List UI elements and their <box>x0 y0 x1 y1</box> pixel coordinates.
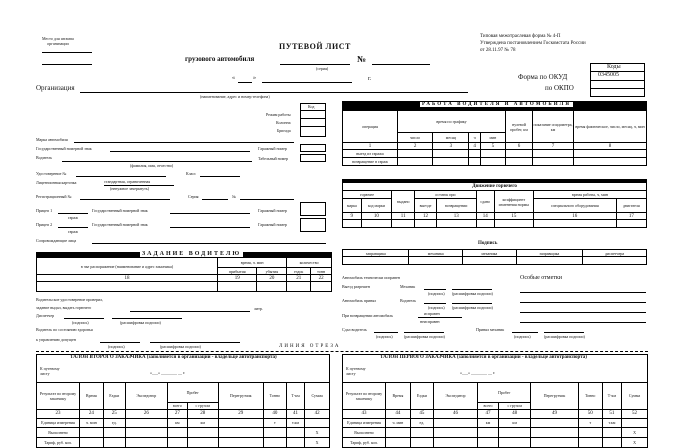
series-caption: (серия) <box>316 66 329 71</box>
okpo-label: по ОКПО <box>545 84 574 92</box>
mode-row-regime: Режим работы <box>266 112 291 117</box>
fuel-table: Движение горючего горючее выдано остаток при сдано коэффициент изменения нормы время работы, ч, мин марка код марки выезде возвращении специального оборудования двигателя 9 10 11 12 13 14 15 16 17 <box>342 182 647 228</box>
on-return: При возвращении автомобиль <box>342 313 394 318</box>
stamp-place: Место для штампа организации <box>42 36 74 46</box>
mode-code-label: Код <box>308 104 315 109</box>
coupon-second-title: ТАЛОН ВТОРОГО ЗАКАЗЧИКА (заполняется в организации - владельце автотранспорта) <box>70 355 277 360</box>
assignment-title: ЗАДАНИЕ ВОДИТЕЛЮ <box>142 251 242 257</box>
health-note-1: Водитель по состоянию здоровья <box>36 327 93 332</box>
exit-allowed: Выезд разрешен <box>342 284 370 289</box>
signatures-title: Подпись <box>478 241 498 246</box>
health-note-2: к управлению допущен <box>36 337 76 342</box>
dispatcher-note-1: Водительское удостоверение проверил, <box>36 297 104 302</box>
driver-work-title: РАБОТА ВОДИТЕЛЯ И АВТОМОБИЛЯ <box>422 102 571 107</box>
signatures-table: заправщика механика механика заправщика диспетчера <box>342 249 647 265</box>
assignment-table: в чье распоряжение (наименование и адрес заказчика) время, ч. мин количество прибытия убытия ездок тонн 18 19 20 21 22 <box>36 257 332 292</box>
field-trailer-1: Прицеп 1 <box>36 208 53 213</box>
vehicle-accepted: Автомобиль принял <box>342 298 377 303</box>
field-license: Удостоверение № <box>36 171 67 176</box>
form-info: Типовая межотраслевая форма № 4-П Утверждена постановлением Госкомстата России от 28.11.97 № 78 <box>480 34 586 53</box>
dispatcher-note-2: задание выдал, выдать горючего <box>36 305 92 310</box>
special-marks: Особые отметки <box>520 275 562 281</box>
number-sign: № <box>357 54 367 64</box>
field-driver: Водитель <box>36 155 53 160</box>
mode-row-brigade: Бригада <box>277 128 291 133</box>
codes-header: Коды <box>607 64 621 70</box>
page-subtitle: грузового автомобиля <box>185 55 255 63</box>
handed-driver: Сдал водитель <box>342 327 367 332</box>
organization-caption: (наименование, адрес и номер телефона) <box>200 94 270 99</box>
coupon-first-table: Результат по второму заказчику Время Ездки Экспедитор Пробег Перегрузчик Тонно Т-км Сумма всего с грузом 43 44 45 46 47 48 49 50 51 52 Единица измерения ч. мин ед. км км т т.км Выполнено X Тариф, руб. коп. X <box>342 382 648 448</box>
field-trailer-2: Прицеп 2 <box>36 222 53 227</box>
mode-row-column: Колонна <box>276 120 291 125</box>
organization-label: Организация <box>36 84 75 92</box>
cut-line-label: ЛИНИЯ ОТРЕЗА <box>276 344 344 349</box>
field-escort: Сопровождающие лица <box>36 238 77 243</box>
field-gos-number: Государственный номерной знак <box>36 146 92 151</box>
date-line: « <box>232 75 235 81</box>
dispatcher-label: Диспетчер <box>36 313 55 318</box>
field-reg-number: Регистрационный № <box>36 194 72 199</box>
tech-ok: Автомобиль технически исправен <box>342 275 400 280</box>
okud-label: Форма по ОКУД <box>518 73 568 81</box>
page-title: ПУТЕВОЙ ЛИСТ <box>279 42 351 51</box>
field-license-card: Лицензионная карточка <box>36 180 77 185</box>
field-vehicle-brand: Марка автомобиля <box>36 137 68 142</box>
coupon-second-table: Результат по второму заказчику Время Ездки Экспедитор Пробег Перегрузчик Тонно Т-км Сумма всего с грузом 23 24 25 26 27 28 29 40 41 42 Единица измерения ч. мин ед. км км т т.км Выполнено X Тариф, руб. коп. X <box>36 382 330 448</box>
year-suffix: г. <box>368 76 372 82</box>
okud-value: 0345005 <box>598 72 619 78</box>
coupon-first-title: ТАЛОН ПЕРВОГО ЗАКАЗЧИКА (заполняется в организации - владельце автотранспорта) <box>380 355 587 360</box>
driver-work-table: операция время по графику нулевой пробег, км показание спидометра, км время фактическое, число, месяц, ч, мин число месяц ч мин 1 2 3 4 5 6 7 8 выезд из гаража возвращение в гараж <box>342 110 647 166</box>
